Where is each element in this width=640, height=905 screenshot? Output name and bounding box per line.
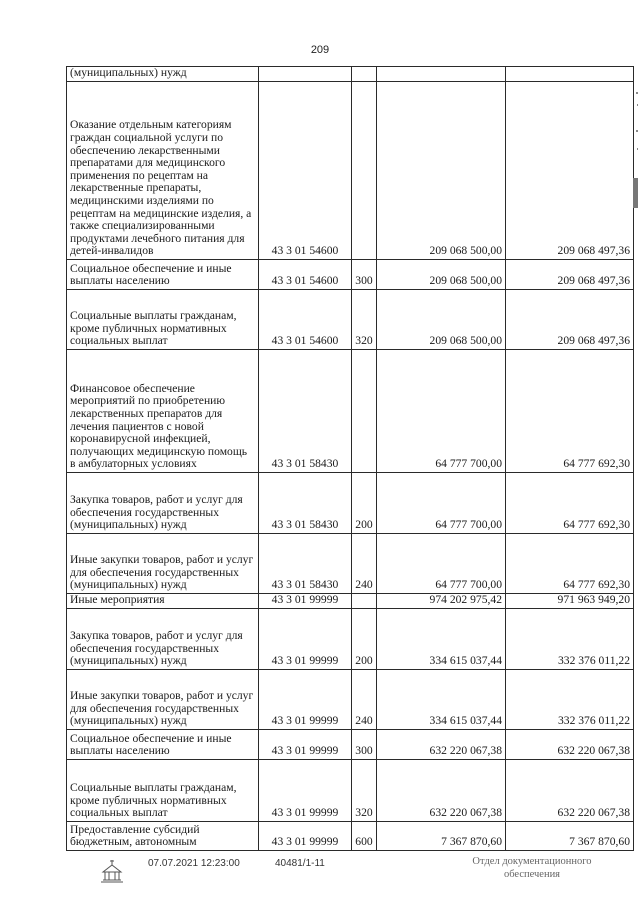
row-plan	[377, 67, 506, 82]
emblem-icon	[97, 858, 127, 884]
row-fact: 64 777 692,30	[506, 473, 634, 534]
row-fact: 632 220 067,38	[506, 760, 634, 822]
row-fact: 64 777 692,30	[506, 534, 634, 594]
row-code: 43 3 01 99999	[259, 594, 352, 609]
table-row	[67, 260, 634, 290]
table-row	[67, 350, 634, 473]
row-code: 43 3 01 58430	[259, 350, 352, 473]
row-plan: 7 367 870,60	[377, 822, 506, 851]
row-name: Иные закупки товаров, работ и услуг для обеспечения государственных (муниципальных) нужд	[67, 670, 259, 730]
row-plan: 209 068 500,00	[377, 82, 506, 260]
row-plan: 64 777 700,00	[377, 534, 506, 594]
row-fact: 971 963 949,20	[506, 594, 634, 609]
row-plan: 334 615 037,44	[377, 609, 506, 670]
row-plan: 209 068 500,00	[377, 260, 506, 290]
table-row	[67, 290, 634, 350]
row-fact: 332 376 011,22	[506, 609, 634, 670]
row-plan: 334 615 037,44	[377, 670, 506, 730]
row-fact: 64 777 692,30	[506, 350, 634, 473]
table-row	[67, 730, 634, 760]
department-stamp	[452, 855, 612, 881]
row-name: Социальное обеспечение и иные выплаты населению	[67, 260, 259, 290]
row-type: 240	[352, 534, 377, 594]
table-row	[67, 473, 634, 534]
row-code	[259, 67, 352, 82]
row-code: 43 3 01 58430	[259, 473, 352, 534]
row-code: 43 3 01 54600	[259, 82, 352, 260]
row-type: 200	[352, 609, 377, 670]
row-type	[352, 350, 377, 473]
row-code: 43 3 01 99999	[259, 760, 352, 822]
budget-table	[66, 66, 634, 851]
stamp-line-1: Отдел документационного	[472, 856, 592, 867]
row-code: 43 3 01 99999	[259, 822, 352, 851]
table-row	[67, 760, 634, 822]
row-type: 200	[352, 473, 377, 534]
row-fact: 209 068 497,36	[506, 260, 634, 290]
row-fact: 7 367 870,60	[506, 822, 634, 851]
footer-doc-number: 40481/1-11	[275, 858, 325, 869]
row-type: 300	[352, 260, 377, 290]
row-name: Финансовое обеспечение мероприятий по приобретению лекарственных препаратов для лечения пациентов с новой коронавирусной инфекцией, получающих медицинскую помощь в амбулаторных условиях	[67, 350, 259, 473]
page-number: 209	[310, 44, 330, 56]
row-fact: 209 068 497,36	[506, 290, 634, 350]
row-type: 600	[352, 822, 377, 851]
row-code: 43 3 01 54600	[259, 260, 352, 290]
row-name: Социальные выплаты гражданам, кроме публичных нормативных социальных выплат	[67, 760, 259, 822]
row-code: 43 3 01 99999	[259, 609, 352, 670]
stamp-line-2: обеспечения	[503, 869, 561, 880]
row-name: Иные закупки товаров, работ и услуг для обеспечения государственных (муниципальных) нужд	[67, 534, 259, 594]
row-type: 320	[352, 760, 377, 822]
row-fact	[506, 67, 634, 82]
row-code: 43 3 01 54600	[259, 290, 352, 350]
row-plan: 209 068 500,00	[377, 290, 506, 350]
row-name: Социальное обеспечение и иные выплаты населению	[67, 730, 259, 760]
row-plan: 64 777 700,00	[377, 473, 506, 534]
row-type	[352, 82, 377, 260]
row-name: Предоставление субсидий бюджетным, автономным	[67, 822, 259, 851]
row-type: 300	[352, 730, 377, 760]
table-row	[67, 67, 634, 82]
row-plan: 632 220 067,38	[377, 730, 506, 760]
row-code: 43 3 01 99999	[259, 670, 352, 730]
table-row	[67, 82, 634, 260]
table-row	[67, 609, 634, 670]
row-name: Иные мероприятия	[67, 594, 259, 609]
row-type: 240	[352, 670, 377, 730]
row-plan: 64 777 700,00	[377, 350, 506, 473]
row-name: Закупка товаров, работ и услуг для обеспечения государственных (муниципальных) нужд	[67, 473, 259, 534]
footer-datetime: 07.07.2021 12:23:00	[148, 858, 240, 869]
table-row	[67, 594, 634, 609]
row-name: Социальные выплаты гражданам, кроме публичных нормативных социальных выплат	[67, 290, 259, 350]
row-code: 43 3 01 58430	[259, 534, 352, 594]
row-name: (муниципальных) нужд	[67, 67, 259, 82]
row-type: 320	[352, 290, 377, 350]
row-plan: 632 220 067,38	[377, 760, 506, 822]
row-type	[352, 594, 377, 609]
table-row	[67, 534, 634, 594]
row-fact: 209 068 497,36	[506, 82, 634, 260]
row-name: Закупка товаров, работ и услуг для обеспечения государственных (муниципальных) нужд	[67, 609, 259, 670]
table-row	[67, 822, 634, 851]
row-type	[352, 67, 377, 82]
row-plan: 974 202 975,42	[377, 594, 506, 609]
row-name: Оказание отдельным категориям граждан социальной услуги по обеспечению лекарственными препаратами для медицинского применения по рецептам на лекарственные препараты, медицинскими изделиями по рецептам на медицинские изделия, а также специализированными продуктами лечебного питания для детей-инвалидов	[67, 82, 259, 260]
row-fact: 332 376 011,22	[506, 670, 634, 730]
row-code: 43 3 01 99999	[259, 730, 352, 760]
scan-edge-marks-icon	[628, 90, 640, 220]
table-row	[67, 670, 634, 730]
row-fact: 632 220 067,38	[506, 730, 634, 760]
